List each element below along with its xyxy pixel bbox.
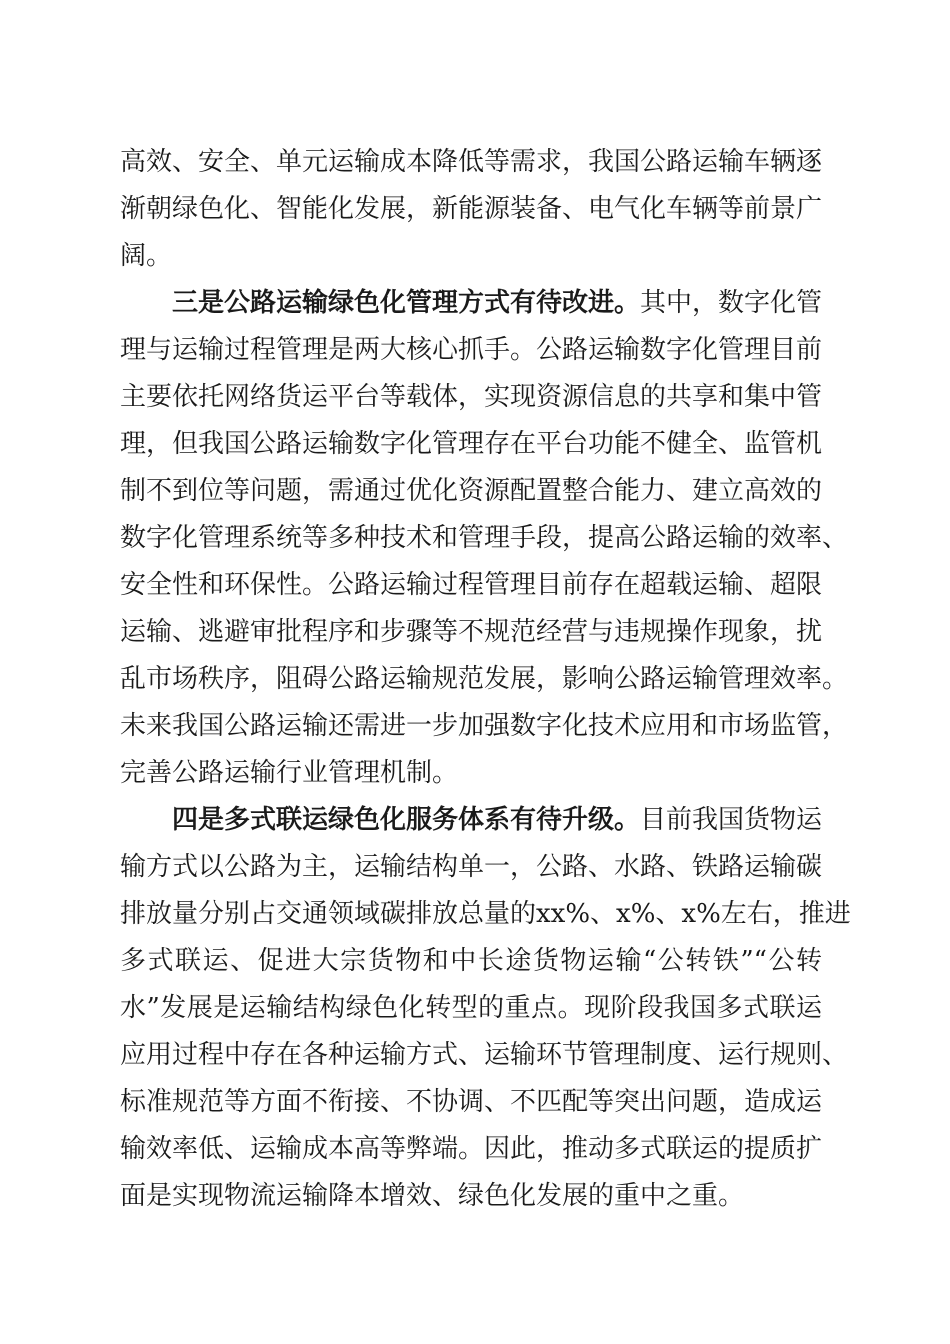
paragraph-1-line-2: 渐朝绿色化、智能化发展，新能源装备、电气化车辆等前景广: [120, 194, 823, 224]
paragraph-3-line-3: 排放量分别占交通领域碳排放总量的xx%、x%、x%左右，推进: [120, 899, 851, 929]
paragraph-2-line-8: 运输、逃避审批程序和步骤等不规范经营与违规操作现象，扰: [120, 617, 823, 647]
paragraph-2-line-3: 主要依托网络货运平台等载体，实现资源信息的共享和集中管: [120, 382, 823, 412]
paragraph-2-line-9: 乱市场秩序，阻碍公路运输规范发展，影响公路运输管理效率。: [120, 664, 849, 694]
paragraph-3-line-6: 应用过程中存在各种运输方式、运输环节管理制度、运行规则、: [120, 1040, 849, 1070]
paragraph-3-line-2: 输方式以公路为主，运输结构单一，公路、水路、铁路运输碳: [120, 852, 823, 882]
paragraph-2-lead: 三是公路运输绿色化管理方式有待改进。: [172, 288, 641, 318]
paragraph-3-line-5: 水”发展是运输结构绿色化转型的重点。现阶段我国多式联运: [120, 993, 822, 1023]
paragraph-2-line-4: 理，但我国公路运输数字化管理存在平台功能不健全、监管机: [120, 429, 823, 459]
paragraph-1-line-3: 阔。: [120, 241, 173, 271]
paragraph-3-lead: 四是多式联运绿色化服务体系有待升级。: [172, 805, 641, 835]
paragraph-2-line-5: 制不到位等问题，需通过优化资源配置整合能力、建立高效的: [120, 476, 823, 506]
paragraph-3-first-text: 目前我国货物运: [640, 805, 823, 835]
paragraph-3-line-9: 面是实现物流运输降本增效、绿色化发展的重中之重。: [120, 1181, 745, 1211]
paragraph-2-line-6: 数字化管理系统等多种技术和管理手段，提高公路运输的效率、: [120, 523, 849, 553]
paragraph-2-line-2: 理与运输过程管理是两大核心抓手。公路运输数字化管理目前: [120, 335, 823, 365]
paragraph-2-line-11: 完善公路运输行业管理机制。: [120, 758, 459, 788]
paragraph-2-first-text: 其中，数字化管: [640, 288, 823, 318]
paragraph-3-line-1: [172, 800, 822, 840]
paragraph-2-line-10: 未来我国公路运输还需进一步加强数字化技术应用和市场监管，: [120, 711, 849, 741]
paragraph-3-line-7: 标准规范等方面不衔接、不协调、不匹配等突出问题，造成运: [120, 1087, 823, 1117]
paragraph-2-line-1: [172, 283, 822, 323]
paragraph-2-line-7: 安全性和环保性。公路运输过程管理目前存在超载运输、超限: [120, 570, 823, 600]
paragraph-3-line-8: 输效率低、运输成本高等弊端。因此，推动多式联运的提质扩: [120, 1134, 823, 1164]
paragraph-3-line-4: 多式联运、促进大宗货物和中长途货物运输“公转铁”“公转: [120, 946, 822, 976]
paragraph-1-line-1: 高效、安全、单元运输成本降低等需求，我国公路运输车辆逐: [120, 147, 823, 177]
